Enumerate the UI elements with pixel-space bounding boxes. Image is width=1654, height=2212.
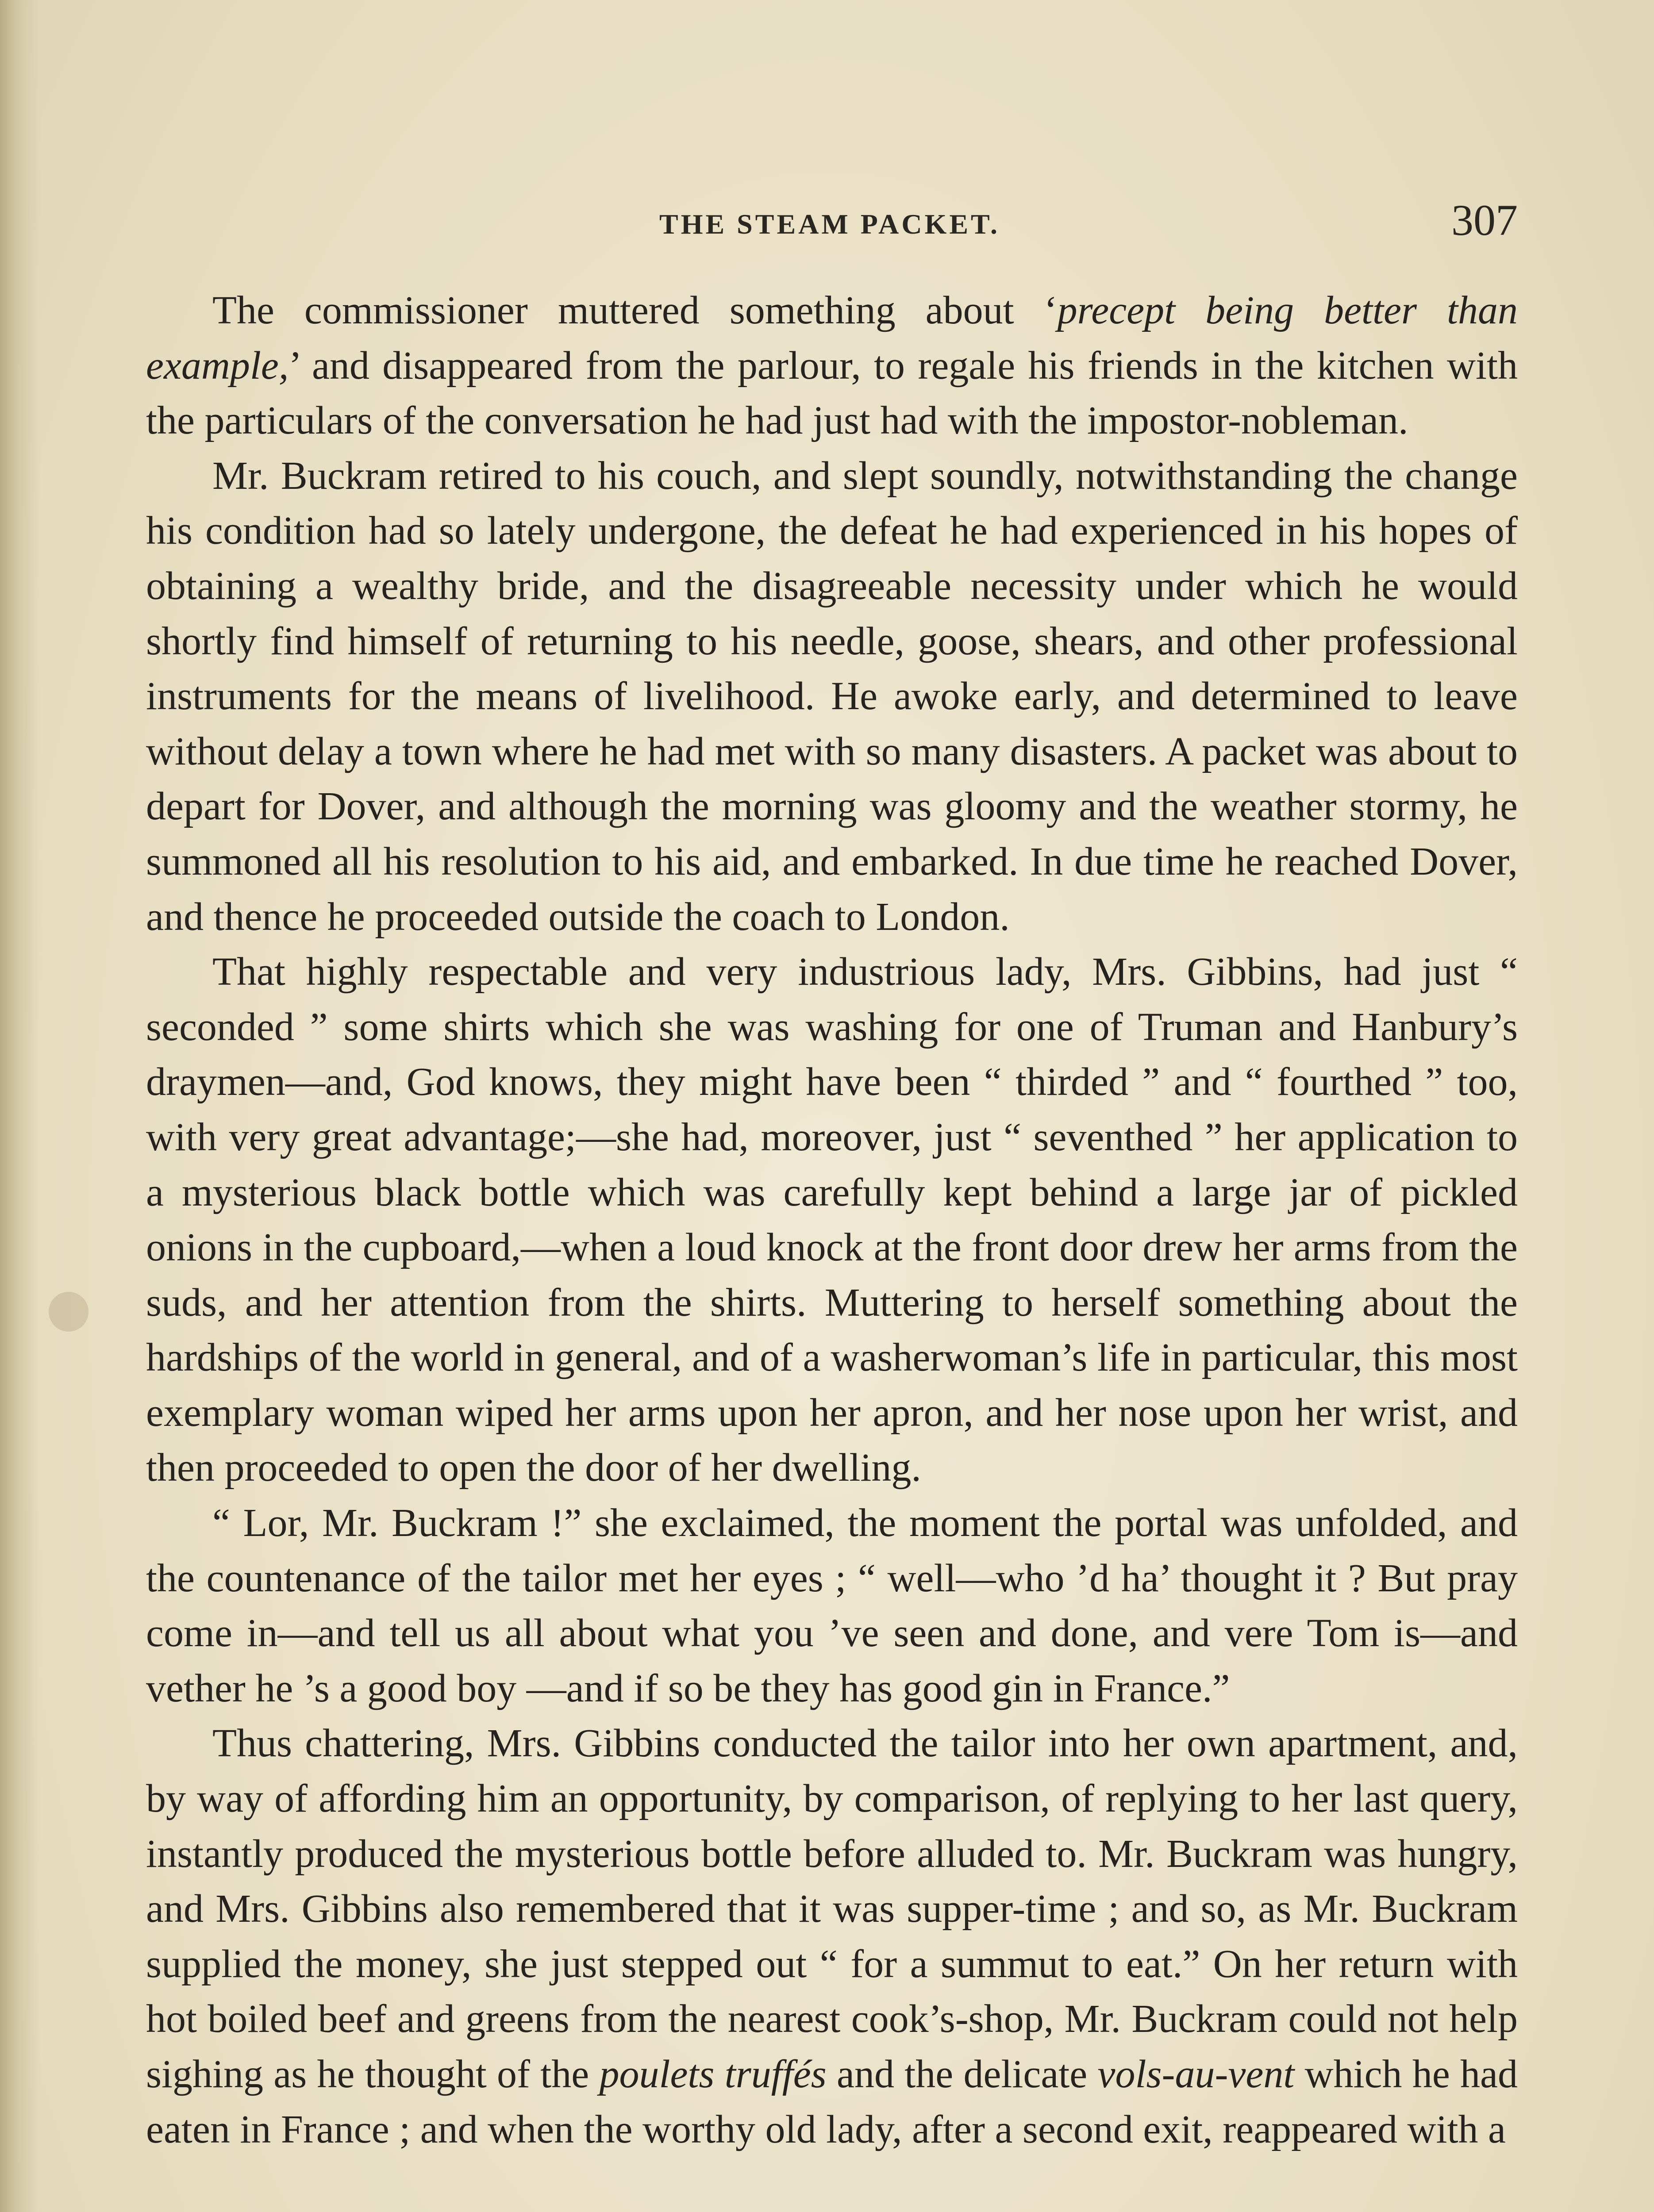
text-run: Thus chattering, Mrs. Gibbins conducted the tailor into her own apartment, and, by way of affording him an opportunity, by comparison, of replying to her last query, instantly produced the mysterious bottle before alluded to. Mr. Buckram was hungry, and Mrs. Gibbins also remembered that it was supper-time ; and so, as Mr. Buckram supplied the money, she just stepped out “ for a summut to eat.” On her return with hot boiled beef and greens from the nearest cook’s-shop, Mr. Buckram could not help sighing as he thought of the <box>146 1721 1518 2096</box>
running-head: THE STEAM PACKET. <box>659 208 1000 240</box>
page-binding-edge <box>0 0 40 2212</box>
page-number: 307 <box>1451 196 1518 245</box>
paper-stain <box>49 1292 88 1332</box>
paragraph <box>146 449 1518 945</box>
text-run: ’ and disappeared from the parlour, to regale his friends in the kitchen with the particulars of the conversation he had just had with the impostor-nobleman. <box>146 343 1518 443</box>
paragraph <box>146 1496 1518 1716</box>
text-run: which he had eaten in France ; and when the worthy old lady, after a second exit, reappeared with a <box>146 2052 1518 2151</box>
italic-text: vols-au-vent <box>1097 2052 1295 2096</box>
page-header <box>146 190 1518 261</box>
italic-text: precept being better than example, <box>146 288 1518 388</box>
body-text <box>146 283 1518 2157</box>
text-run: Mr. Buckram retired to his couch, and slept soundly, notwithstanding the change his condition had so lately undergone, the defeat he had experienced in his hopes of obtaining a wealthy bride, and the disagreeable necessity under which he would shortly find himself of returning to his needle, goose, shears, and other professional instruments for the means of livelihood. He awoke early, and determined to leave without delay a town where he had met with so many disasters. A packet was about to depart for Dover, and although the morning was gloomy and the weather stormy, he summoned all his resolution to his aid, and embarked. In due time he reached Dover, and thence he proceeded outside the coach to London. <box>146 453 1518 939</box>
text-run: That highly respectable and very industrious lady, Mrs. Gibbins, had just “ seconded ” some shirts which she was washing for one of Truman and Hanbury’s draymen—and, God knows, they might have been “ thirded ” and “ fourthed ” too, with very great advantage;—she had, moreover, just “ seventhed ” her application to a mysterious black bottle which was carefully kept behind a large jar of pickled onions in the cupboard,—when a loud knock at the front door drew her arms from the suds, and her attention from the shirts. Muttering to herself something about the hardships of the world in general, and of a washerwoman’s life in particular, this most exemplary woman wiped her arms upon her apron, and her nose upon her wrist, and then proceeded to open the door of her dwelling. <box>146 950 1518 1490</box>
italic-text: poulets truffés <box>599 2052 827 2096</box>
paragraph <box>146 1716 1518 2157</box>
paragraph <box>146 283 1518 449</box>
paragraph <box>146 945 1518 1496</box>
text-run: The commissioner muttered something about ‘ <box>212 288 1058 332</box>
text-run: and the delicate <box>826 2052 1098 2096</box>
text-run: “ Lor, Mr. Buckram !” she exclaimed, the moment the portal was unfolded, and the countenance of the tailor met her eyes ; “ well—who ’d ha’ thought it ? But pray come in—and tell us all about what you ’ve seen and done, and vere Tom is—and vether he ’s a good boy —and if so be they has good gin in France.” <box>146 1501 1518 1710</box>
